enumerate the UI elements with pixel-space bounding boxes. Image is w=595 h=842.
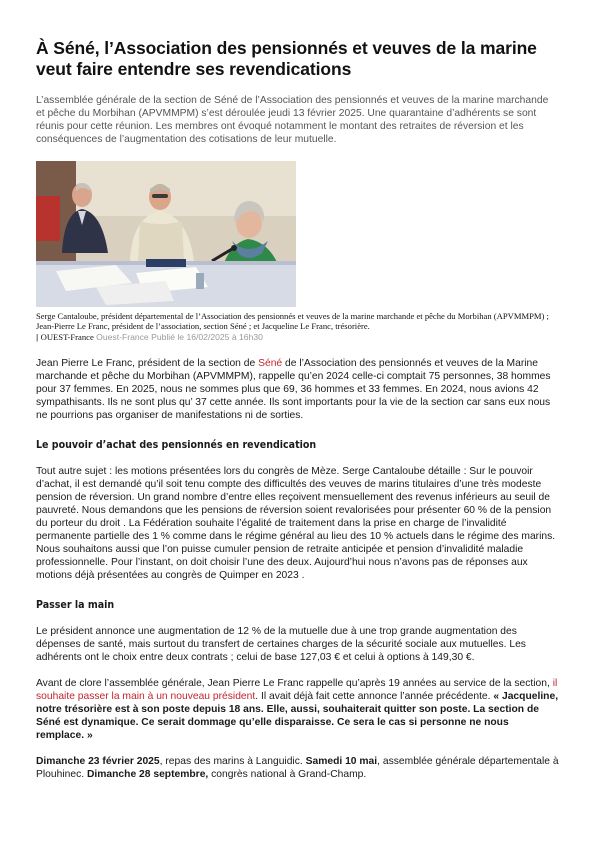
- paragraph-closing-text-b: . Il avait déjà fait cette annonce l’année précédente.: [255, 690, 494, 702]
- agenda-event-3: congrès national à Grand-Champ.: [208, 768, 367, 780]
- agenda-date-2: Samedi 10 mai: [305, 755, 378, 767]
- paragraph-motions: Tout autre sujet : les motions présentées lors du congrès de Mèze. Serge Cantaloube détaille : Sur le pouvoir d’achat, il est demandé qu’il soit tenu compte des difficultés des veuves de marins titulaires d’une très modeste pension de réversion. Un grand nombre d’entre elles reçoivent mensuellement des revenus inférieurs au seuil de pauvreté. Nous demandons que les pensions de réversion soient revalorisées pour présenter 60 % de la pension du porteur du droit . La Fédération souhaite l’égalité de traitement dans la prise en charge de l’invalidité permanente partielle des 1 % comme dans le régime général au lieu des 10 % actuels dans le régime des marins. Nous souhaitons aussi que l’on puisse cumuler pension de retraite anticipée et pension d’invalidité maladie professionnelle. Pour l’instant, on doit choisir l’une des deux. Aujourd’hui nous n’avons pas de réponses aux motions déjà présentées au congrès de Quimper en 2023 .: [36, 465, 556, 581]
- paragraph-agenda: [36, 755, 559, 781]
- agenda-date-1: Dimanche 23 février 2025: [36, 755, 160, 767]
- article-title: À Séné, l’Association des pensionnés et veuves de la marine veut faire entendre ses revendications: [36, 38, 537, 79]
- article: [36, 38, 559, 781]
- credit-separator: |: [36, 331, 39, 342]
- photo-caption: Serge Cantaloube, président départemental de l’Association des pensionnés et veuves de la marine marchande et pêche du Morbihan (APVMMPM) ; Jean-Pierre Le Franc, président de l’association, section Séné ; et Jacqueline Le Franc, trésorière.: [36, 311, 549, 332]
- paragraph-intro-text-a: Jean Pierre Le Franc, président de la section de: [36, 357, 259, 369]
- paragraph-closing: [36, 677, 559, 742]
- agenda-event-2: , assemblée générale départementale à Plouhinec.: [36, 755, 559, 780]
- paragraph-mutual: Le président annonce une augmentation de 12 % de la mutuelle due à une trop grande augmentation des dépenses de santé, mais surtout du transfert de certaines charges de la sécurité sociale aux mutuelles. Les adhérents ont le choix entre deux contrats ; celui de base 127,03 € et celui à options à 149,30 €.: [36, 625, 526, 663]
- paragraph-intro: [36, 357, 559, 422]
- subheading-pass-the-hand: Passer la main: [36, 597, 115, 611]
- sene-link[interactable]: Séné: [258, 357, 283, 369]
- credit-source[interactable]: OUEST-France: [40, 331, 94, 342]
- photo-credit: [36, 332, 559, 343]
- agenda-event-1: , repas des marins à Languidic.: [159, 755, 306, 767]
- agenda-date-3: Dimanche 28 septembre,: [86, 768, 209, 780]
- credit-publication: Ouest-France Publié le 16/02/2025 à 16h30: [96, 331, 263, 342]
- article-lead: L’assemblée générale de la section de Séné de l’Association des pensionnés et veuves de la marine marchande et pêche du Morbihan (APVMMPM) s’est déroulée jeudi 13 février 2025. Une quarantaine d’adhérents se sont réunis pour cette réunion. Les membres ont évoqué notamment le montant des retraites de réversion et les conséquences de l’augmentation des cotisations de leur mutuelle.: [36, 95, 549, 145]
- meeting-photo: [36, 161, 296, 307]
- article-photo[interactable]: [36, 161, 296, 307]
- new-president-link[interactable]: il souhaite passer la main à un nouveau président: [36, 677, 558, 702]
- paragraph-intro-text-b: de l’Association des pensionnés et veuves de la Marine marchande et pêche du Morbihan (APVMMPM), rappelle qu’en 2024 celle-ci comptait 75 personnes, 38 hommes pour 37 femmes. En 2025, nous ne sommes plus que 69, 36 hommes et 33 femmes. En 2024, nous avions 42 sympathisants. Ils ne sont plus qu’ 37 cette année. Ils sont importants pour la vie de la section car sans eux nous ne pourrions pas organiser de manifestations ni de sorties.: [36, 357, 551, 421]
- subheading-purchasing-power: Le pouvoir d’achat des pensionnés en revendication: [36, 437, 317, 451]
- paragraph-closing-text-a: Avant de clore l’assemblée générale, Jean Pierre Le Franc rappelle qu’après 19 années au service de la section,: [36, 677, 553, 689]
- quote-jacqueline: « Jacqueline, notre trésorière est à son poste depuis 18 ans. Elle, aussi, souhaiterait quitter son poste. La section de Séné est dynamique. Ce serait dommage qu’elle disparaisse. Ce sera le cas si personne ne nous remplace. »: [36, 690, 559, 741]
